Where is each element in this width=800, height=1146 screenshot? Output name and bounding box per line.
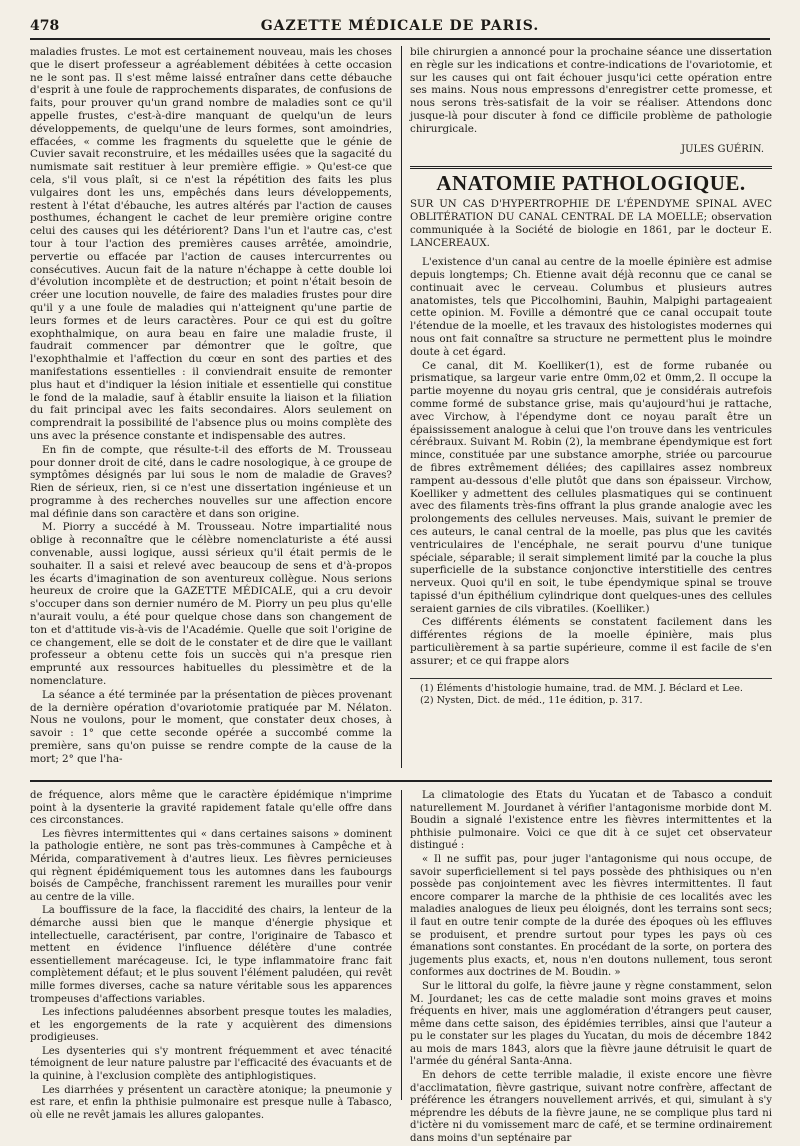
paragraph: « Il ne suffit pas, pour juger l'antagonisme qui nous occupe, de savoir superficiellement si tel pays possède des phthisiques ou n'en possède pas conjointement avec les fièvres intermittentes. Il faut encore comparer la marche de la phthisie de ces localités avec les maladies analogues de lieux peu éloignés, dont les terrains sont secs; il faut en outre tenir compte de la durée des époques où les effluves se produisent, et prendre surtout pour types les pays où ces émanations sont constantes. En procédant de la sorte, on portera des jugements plus exacts, et, nous n'en doutons nullement, tous seront conformes aux doctrines de M. Boudin. »: [410, 853, 772, 979]
footnote: (1) Éléments d'histologie humaine, trad. de MM. J. Béclard et Lee.: [420, 682, 743, 694]
paragraph: La séance a été terminée par la présentation de pièces provenant de la dernière opération d'ovariotomie pratiquée par M. Nélaton. Nous ne voulons, pour le moment, que constater deux choses, à savoir : 1° que cette seconde opérée a succombé comme la première, sans qu'on puisse se rendre compte de la cause de la mort; 2° que l'ha-: [30, 688, 392, 765]
journal-title: GAZETTE MÉDICALE DE PARIS.: [260, 18, 540, 34]
paragraph: La bouffissure de la face, la flaccidité des chairs, la lenteur de la démarche aussi bien que le manque d'énergie physique et intellectuelle, caractérisent, par contre, l'originaire de Tabasco et mettent en évidence l'influence délétère d'une contrée essentiellement marécageuse. Ici, le type inflammatoire franc fait complètement défaut; et le plus souvent l'élément paludéen, qui revêt mille formes diverses, cache sa nature véritable sous les apparences trompeuses d'affections variables.: [30, 905, 392, 1005]
page-number: 478: [30, 18, 60, 34]
paragraph: Ce canal, dit M. Koelliker(1), est de forme rubanée ou prismatique, sa largeur varie entre 0mm,02 et 0mm,2. Il occupe la partie moyenne du noyau gris central, que je considérais autrefois comme formé de substance grise, mais qu'aujourd'hui je rattache, avec Virchow, à l'épendyme dont ce noyau paraît être un épaississement analogue à celui que l'on trouve dans les ventricules cérébraux. Suivant M. Robin (2), la membrane épendymique est fort mince, constituée par une substance amorphe, striée ou parcourue de fibres extrêmement déliées; des capillaires assez nombreux rampent au-dessous d'elle plutôt que dans son épaisseur. Virchow, Koelliker y admettent des cellules plasmatiques qui se continuent avec des filaments très-fins offrant la plus grande analogie avec les prolongements des cellules nerveuses. Mais, suivant le premier de ces auteurs, le canal central de la moelle, pas plus que les cavités ventriculaires de l'encéphale, ne serait pourvu d'une tunique spéciale, séparable; il serait simplement limité par la couche la plus superficielle de la substance conjonctive interstitielle des centres nerveux. Quoi qu'il en soit, le tube épendymique spinal se trouve tapissé d'un épithélium cylindrique dont quelques-unes des cellules seraient garnies de cils vibratiles. (Koelliker.): [410, 359, 772, 615]
paragraph: En dehors de cette terrible maladie, il existe encore une fièvre d'acclimatation, fièvre gastrique, suivant notre confrère, affectant de préférence les étrangers nouvellement arrivés, et qui, simulant à s'y méprendre les débuts de la fièvre jaune, ne se complique plus tard ni d'ictère ni du vomissement marc de café, et se termine ordinairement dans moins d'un septénaire par: [410, 1070, 772, 1145]
paragraph: de fréquence, alors même que le caractère épidémique n'imprime point à la dysenterie la gravité rapidement fatale qu'elle offre dans ces circonstances.: [30, 790, 392, 827]
lower-left-column: [30, 790, 392, 1121]
section-separator: [30, 780, 772, 782]
section-rule: [410, 166, 772, 169]
paragraph: bile chirurgien a annoncé pour la prochaine séance une dissertation en règle sur les indications et contre-indications de l'ovariotomie, et sur les causes qui ont fait échouer jusqu'ici cette opération entre ses mains. Nous nous empressons d'enregistrer cette promesse, et nous serons très-satisfait de la voir se réaliser. Attendons donc jusque-là pour discuter à fond ce difficile problème de pathologie chirurgicale.: [410, 46, 772, 135]
paragraph: Les diarrhées y présentent un caractère atonique; la pneumonie y est rare, et enfin la phthisie pulmonaire est presque nulle à Tabasco, où elle ne revêt jamais les allures galopantes.: [30, 1084, 392, 1121]
paragraph: Les infections paludéennes absorbent presque toutes les maladies, et les engorgements de la rate y acquièrent des dimensions prodigieuses.: [30, 1007, 392, 1044]
page-header: [30, 16, 770, 40]
paragraph: maladies frustes. Le mot est certainement nouveau, mais les choses que le disert professeur a agréablement débitées à cette occasion ne le sont pas. Il s'est même laissé entraîner dans cette débauche d'esprit à une foule de rapprochements disparates, de confusions de faits, pour prouver qu'un grand nombre de maladies sont ce qu'il appelle frustes, c'est-à-dire manquant de quelqu'un de leurs développements, de quelqu'une de leurs formes, sont amoindries, effacées, « comme les fragments du squelette que le génie de Cuvier savait reconstruire, et les médailles usées que la sagacité du numismate sait restituer à leur première effigie. » Qu'est-ce que cela, s'il vous plaît, si ce n'est la répétition des faits les plus vulgaires dont les uns, empêchés dans leurs développements, restent à l'état d'ébauche, les autres altérés par l'action de causes posthumes, échangent le cachet de leur première origine contre celui des causes qui les détériorent? Dans l'un et l'autre cas, c'est tour à tour l'action des premières causes arrêtée, amoindrie, pervertie ou effacée par l'action de causes intercurrentes ou consécutives. Aucun fait de la nature n'échappe à cette double loi d'évolution incomplète et de destruction; et point n'était besoin de créer une locution nouvelle, de faire des maladies frustes pour dire qu'il y a une foule de maladies qui n'atteignent qu'une partie de leurs formes et de leurs caractères. Pour ce qui est du goître exophthalmique, on aura beau en faire une maladie fruste, il faudrait commencer par démontrer que le goître, que l'exophthalmie et l'affection du cœur en sont des parties et des manifestations essentielles : il conviendrait ensuite de remonter plus haut et d'indiquer la lésion initiale et essentielle qui constitue le fond de la maladie, sauf à établir ensuite la liaison et la filiation du fait principal avec les faits secondaires. Alors seulement on comprendrait la possibilité de l'absence plus ou moins complète des uns avec la présence constante et indispensable des autres.: [30, 46, 392, 442]
upper-right-column: [410, 46, 772, 768]
footnotes: [410, 683, 772, 707]
paragraph: Les dysenteries qui s'y montrent fréquemment et avec ténacité témoignent de leur nature palustre par l'efficacité des évacuants et de la quinine, à l'exclusion complète des antiphlogistiques.: [30, 1045, 392, 1083]
article-heading: SUR UN CAS D'HYPERTROPHIE DE L'ÉPENDYME SPINAL AVEC OBLITÉRATION DU CANAL CENTRAL DE LA MOELLE; observation communiquée à la Société de biologie en 1861, par le docteur E. LANCEREAUX.: [410, 199, 772, 250]
lower-right-column: [410, 790, 772, 1145]
paragraph: La climatologie des Etats du Yucatan et de Tabasco a conduit naturellement M. Jourdanet à vérifier l'antagonisme morbide dont M. Boudin a signalé l'existence entre les fièvres intermittentes et la phthisie pulmonaire. Voici ce que dit à ce sujet cet observateur distingué :: [410, 790, 772, 852]
paragraph: M. Piorry a succédé à M. Trousseau. Notre impartialité nous oblige à reconnaître que le célèbre nomenclaturiste a été aussi convenable, aussi logique, aussi sérieux qu'il était permis de le souhaiter. Il a saisi et relevé avec beaucoup de sens et d'à-propos les écarts d'imagination de son aventureux collègue. Nous serions heureux de croire que la GAZETTE MÉDICALE, qui a cru devoir s'occuper dans son dernier numéro de M. Piorry un peu plus qu'elle n'aurait voulu, a été pour quelque chose dans son changement de ton et d'attitude vis-à-vis de l'Académie. Quelle que soit l'origine de ce changement, elle se doit de le constater et de dire que le vaillant professeur a obtenu cette fois un succès qui n'a presque rien emprunté aux ressources habituelles du plessimètre et de la nomenclature.: [30, 521, 392, 688]
section-title: ANATOMIE PATHOLOGIQUE.: [436, 171, 746, 196]
paragraph: En fin de compte, que résulte-t-il des efforts de M. Trousseau pour donner droit de cité, dans le cadre nosologique, à ce groupe de symptômes désignés par lui sous le nom de maladie de Graves? Rien de sérieux, rien, si ce n'est une dissertation ingénieuse et un programme à des recherches nouvelles sur une affection encore mal définie dans son caractère et dans son origine.: [30, 443, 392, 520]
column-divider: [401, 790, 402, 1100]
footnote: (2) Nysten, Dict. de méd., 11e édition, p. 317.: [420, 694, 643, 706]
paragraph: Sur le littoral du golfe, la fièvre jaune y règne constamment, selon M. Jourdanet; les cas de cette maladie sont moins graves et moins fréquents en hiver, mais une agglomération d'étrangers peut causer, même dans cette saison, des épidémies terribles, ainsi que l'auteur a pu le constater sur les plages du Yucatan, du mois de décembre 1842 au mois de mars 1843, alors que la fièvre jaune détruisit le quart de l'armée du général Santa-Anna.: [410, 980, 772, 1068]
paragraph: Ces différents éléments se constatent facilement dans les différentes régions de la moelle épinière, mais plus particulièrement à sa partie supérieure, comme il est facile de s'en assurer; et ce qui frappe alors: [410, 616, 772, 667]
column-divider: [401, 46, 402, 768]
paragraph: Les fièvres intermittentes qui « dans certaines saisons » dominent la pathologie entière, ne sont pas très-communes à Campêche et à Mérida, comparativement à d'autres lieux. Les fièvres pernicieuses qui règnent épidémiquement tous les automnes dans les faubourgs boisés de Campêche, franchissent rarement les murailles pour venir au centre de la ville.: [30, 828, 392, 903]
author-signature: JULES GUÉRIN.: [681, 143, 764, 155]
paragraph: L'existence d'un canal au centre de la moelle épinière est admise depuis longtemps; Ch. Etienne avait déjà reconnu que ce canal se continuait avec le cerveau. Columbus et plusieurs autres anatomistes, tels que Piccolhomini, Bauhin, Malpighi partageaient cette opinion. M. Foville a démontré que ce canal occupait toute l'étendue de la moelle, et les travaux des histologistes modernes qui nous ont fait connaître sa structure ne permettent plus le moindre doute à cet égard.: [410, 256, 772, 358]
upper-left-column: [30, 46, 392, 768]
footnote-rule: [410, 678, 772, 679]
